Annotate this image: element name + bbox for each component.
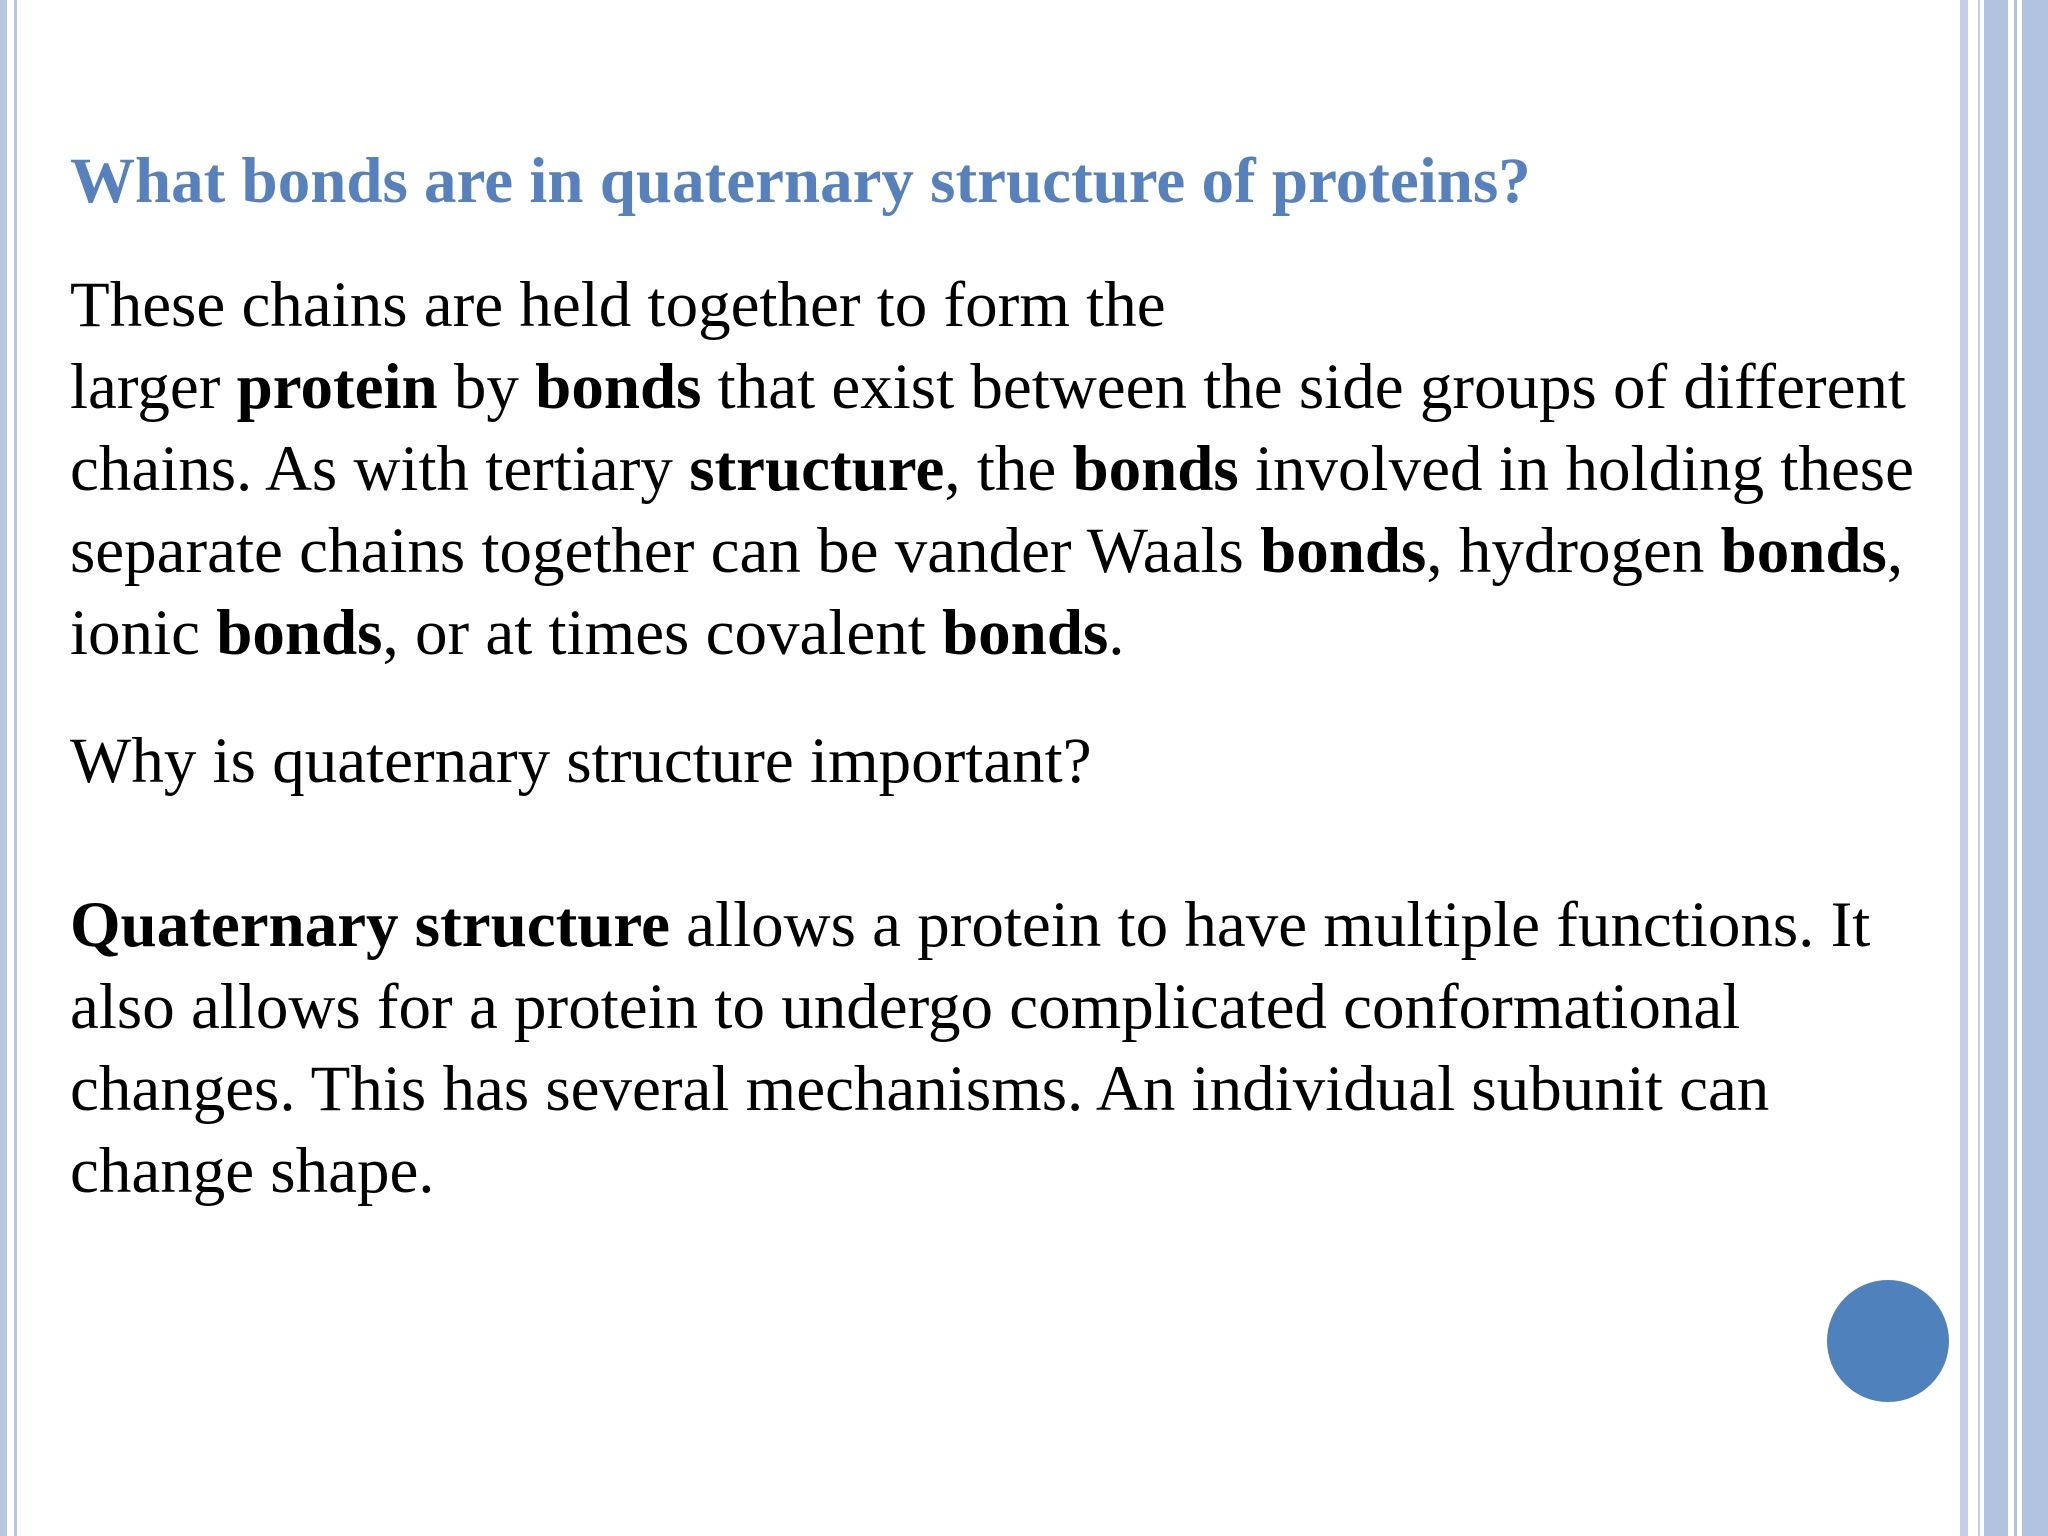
right-border-stripe <box>1960 0 1968 1536</box>
paragraph-text: , or at times covalent <box>382 597 943 669</box>
bold-term: bonds <box>216 597 383 669</box>
paragraph-text: , hydrogen <box>1426 515 1721 587</box>
right-border-stripe <box>1984 0 2008 1536</box>
bold-term: bonds <box>1072 433 1239 505</box>
question-text: Why is quaternary structure important? <box>70 725 1092 797</box>
right-border-stripe <box>2014 0 2017 1536</box>
paragraph-text: , ionic <box>70 515 1904 669</box>
bold-term: Quaternary structure <box>70 889 670 961</box>
bold-term: bonds <box>1260 515 1427 587</box>
paragraph-text: , the <box>944 433 1073 505</box>
bold-term: structure <box>689 433 945 505</box>
decorative-circle <box>1827 1280 1949 1402</box>
left-border-line <box>0 0 7 1536</box>
paragraph-text: . <box>1108 597 1125 669</box>
bold-term: bonds <box>942 597 1109 669</box>
paragraph-importance <box>70 884 1950 1212</box>
bold-term: protein <box>236 351 438 423</box>
paragraph-text: allows a protein to have multiple functions. It also allows for a protein to undergo complicated conformational changes. This has several mechanisms. An individual subunit can change shape. <box>70 889 1871 1207</box>
paragraph-text: larger <box>70 351 237 423</box>
paragraph-text: by <box>437 351 536 423</box>
paragraph-text: that exist between the side groups of different chains. As with tertiary <box>70 351 1906 505</box>
bold-term: bonds <box>1720 515 1887 587</box>
slide-title: What bonds are in quaternary structure of proteins? <box>70 145 1531 217</box>
left-border-line-thin <box>14 0 17 1536</box>
slide-content <box>70 140 1950 1212</box>
paragraph-text: involved in holding these separate chains together can be vander Waals <box>70 433 1914 587</box>
right-border-stripe <box>2022 0 2048 1536</box>
right-border-stripe <box>1978 0 1980 1536</box>
paragraph-text: These chains are held together to form the <box>70 269 1166 341</box>
paragraph-bonds <box>70 264 1950 674</box>
bold-term: bonds <box>535 351 702 423</box>
